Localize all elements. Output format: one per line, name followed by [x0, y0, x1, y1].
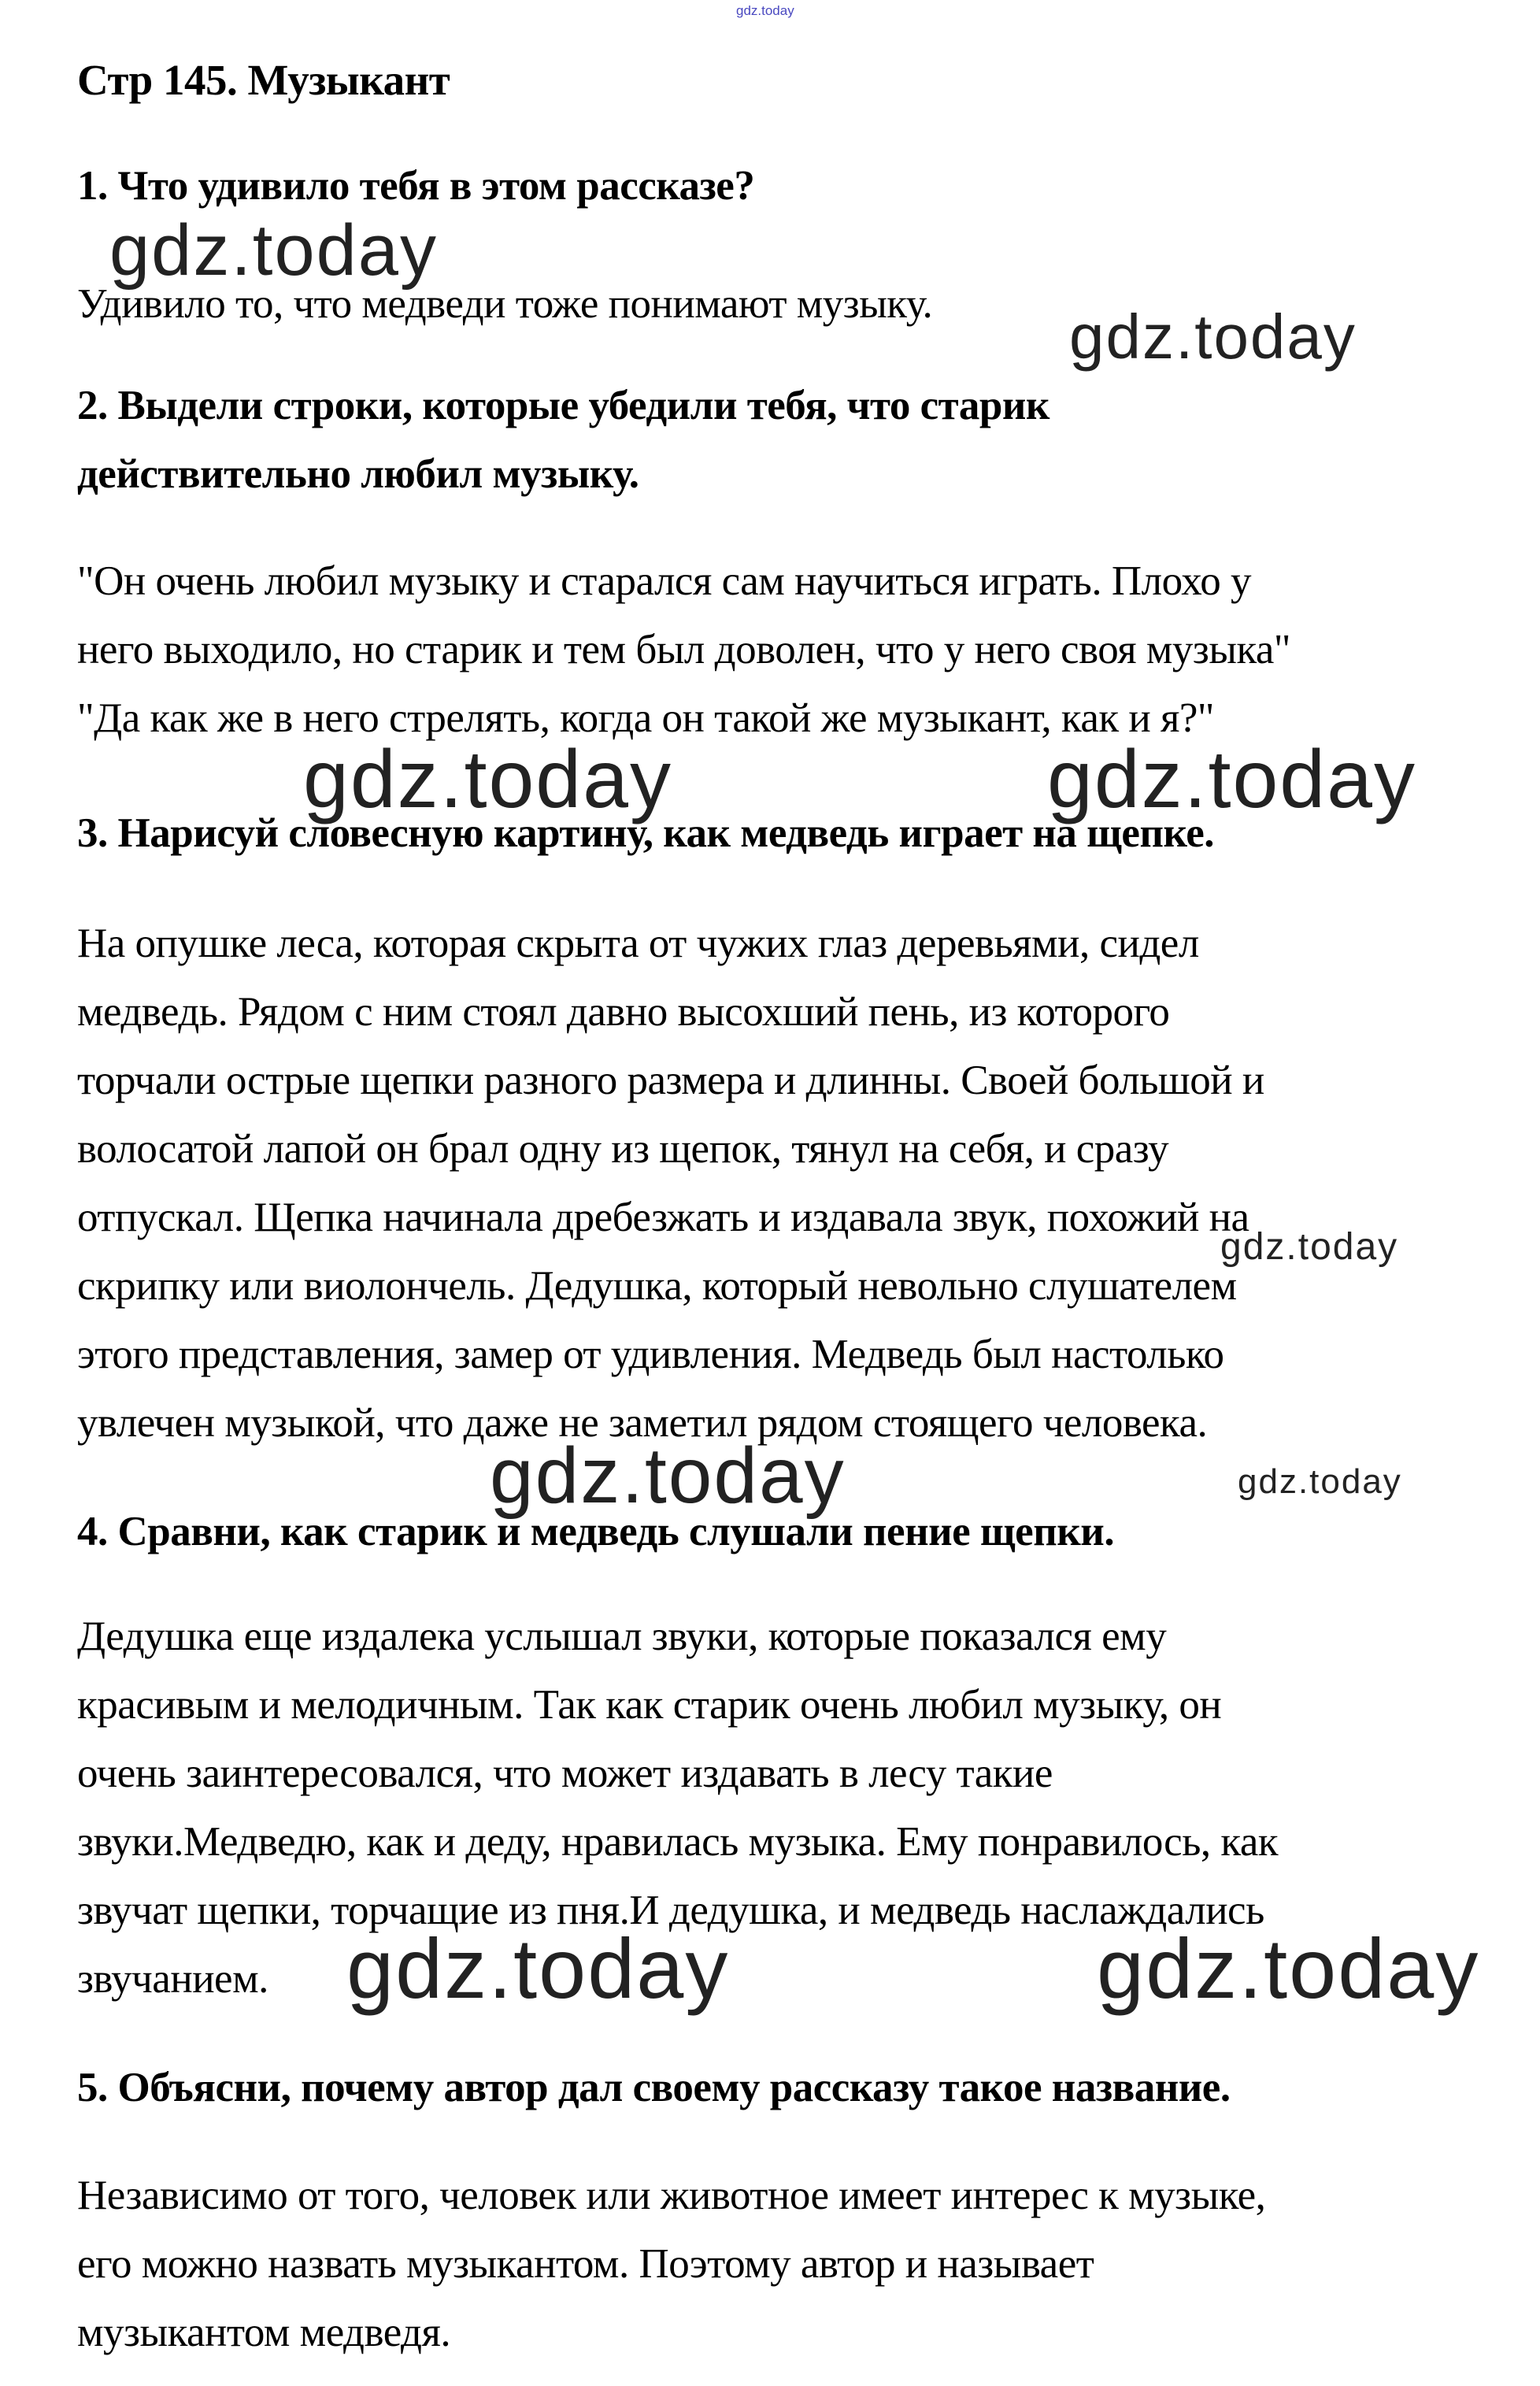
gdz-today-watermark: gdz.today — [1238, 1462, 1402, 1501]
answer-3-paragraph — [77, 910, 1264, 1458]
gdz-today-watermark: gdz.today — [109, 210, 438, 291]
answer-line: скрипку или виолончель. Дедушка, который невольно слушателем — [77, 1263, 1237, 1309]
question-1-heading — [77, 152, 754, 220]
answer-line: отпускал. Щепка начинала дребезжать и издавала звук, похожий на — [77, 1195, 1249, 1240]
question-3-heading — [77, 799, 1214, 868]
answer-line: медведь. Рядом с ним стоял давно высохший пень, из которого — [77, 989, 1170, 1035]
question-4-heading — [77, 1498, 1114, 1566]
question-line: 4. Сравни, как старик и медведь слушали пение щепки. — [77, 1509, 1115, 1554]
answer-1-paragraph — [77, 270, 932, 339]
answer-line: звуки.Медведю, как и деду, нравилась музыка. Ему понравилось, как — [77, 1819, 1279, 1865]
answer-line: На опушке леса, которая скрыта от чужих глаз деревьями, сидел — [77, 921, 1199, 966]
answer-4-paragraph — [77, 1602, 1278, 2014]
gdz-today-watermark: gdz.today — [1220, 1226, 1399, 1268]
answer-line: Удивило то, что медведи тоже понимают музыку. — [77, 281, 933, 327]
answer-line: Независимо от того, человек или животное имеет интерес к музыке, — [77, 2173, 1266, 2218]
answer-line: "Он очень любил музыку и старался сам научиться играть. Плохо у — [77, 558, 1251, 604]
answer-line: "Да как же в него стрелять, когда он такой же музыкант, как и я?" — [77, 695, 1214, 741]
answer-line: звучат щепки, торчащие из пня.И дедушка, и медведь наслаждались — [77, 1888, 1264, 1933]
answer-line: этого представления, замер от удивления. Медведь был настолько — [77, 1332, 1224, 1377]
answer-line: очень заинтересовался, что может издавать в лесу такие — [77, 1751, 1053, 1796]
page-title: Стр 145. Музыкант — [77, 56, 450, 104]
answer-line: волосатой лапой он брал одну из щепок, тянул на себя, и сразу — [77, 1126, 1169, 1172]
answer-5-paragraph — [77, 2162, 1265, 2367]
gdz-today-watermark: gdz.today — [303, 734, 672, 825]
question-2-heading — [77, 372, 1049, 509]
answer-line: красивым и мелодичным. Так как старик очень любил музыку, он — [77, 1682, 1222, 1728]
question-line: действительно любил музыку. — [77, 451, 639, 497]
gdz-today-watermark-top: gdz.today — [736, 3, 794, 18]
gdz-today-watermark: gdz.today — [1097, 1921, 1480, 2016]
gdz-today-watermark: gdz.today — [1047, 734, 1416, 825]
question-5-heading — [77, 2054, 1231, 2122]
question-line: 1. Что удивило тебя в этом рассказе? — [77, 163, 755, 209]
question-line: 5. Объясни, почему автор дал своему рассказу такое название. — [77, 2065, 1231, 2110]
answer-line: его можно назвать музыкантом. Поэтому автор и называет — [77, 2241, 1094, 2287]
gdz-today-watermark: gdz.today — [1069, 302, 1357, 372]
gdz-today-watermark: gdz.today — [346, 1921, 730, 2016]
answer-line: него выходило, но старик и тем был доволен, что у него своя музыка" — [77, 627, 1291, 672]
question-line: 2. Выдели строки, которые убедили тебя, что старик — [77, 383, 1049, 428]
answer-line: Дедушка еще издалека услышал звуки, которые показался ему — [77, 1614, 1167, 1659]
answer-line: увлечен музыкой, что даже не заметил рядом стоящего человека. — [77, 1400, 1208, 1446]
answer-line: звучанием. — [77, 1956, 268, 2002]
answer-line: музыкантом медведя. — [77, 2310, 451, 2355]
gdz-today-watermark: gdz.today — [490, 1432, 846, 1520]
answer-2-paragraph — [77, 547, 1290, 753]
answer-line: торчали острые щепки разного размера и длинны. Своей большой и — [77, 1058, 1264, 1103]
question-line: 3. Нарисуй словесную картину, как медведь играет на щепке. — [77, 810, 1214, 856]
